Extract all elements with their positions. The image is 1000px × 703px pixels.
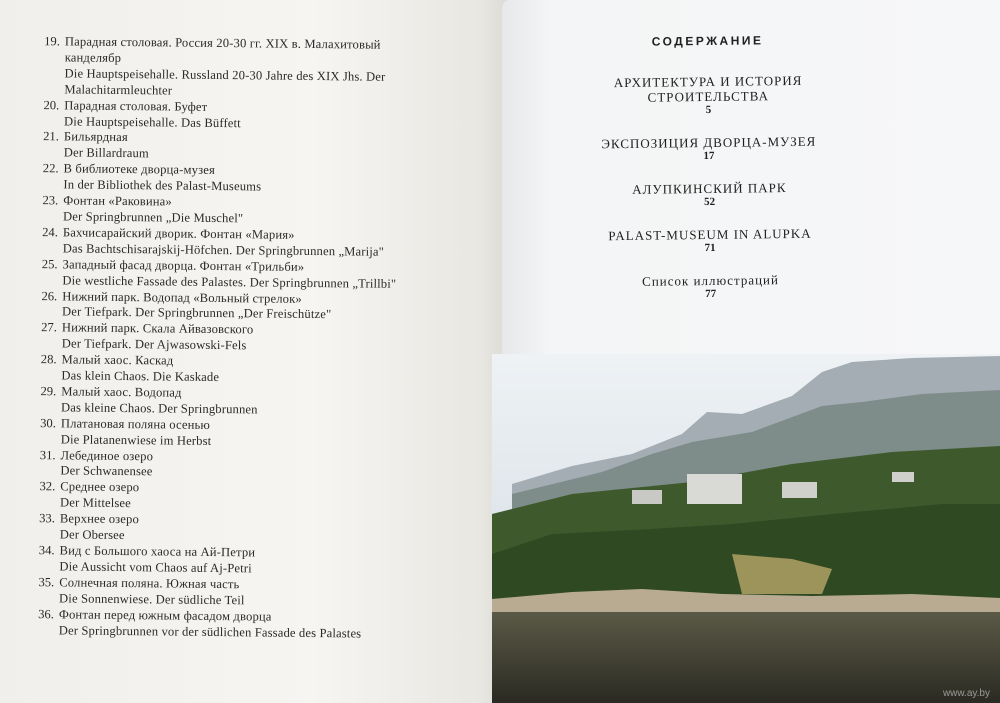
item-number: 27.	[41, 320, 57, 335]
toc-entry	[516, 72, 901, 120]
item-caption	[61, 384, 502, 420]
list-item	[23, 288, 503, 325]
toc-page-number: 17	[703, 149, 715, 163]
item-number: 26.	[41, 288, 58, 303]
list-item	[25, 34, 506, 103]
list-item	[20, 575, 500, 612]
caption-line: Верхнее озеро	[59, 511, 140, 527]
toc-page-number: 52	[703, 195, 716, 209]
list-item	[24, 225, 504, 262]
item-caption	[61, 416, 502, 452]
toc-page-number: 71	[704, 241, 716, 255]
list-item	[22, 416, 502, 453]
item-number: 23.	[42, 193, 59, 208]
watermark: www.ay.by	[942, 688, 990, 699]
caption-line: Der Obersee	[59, 527, 125, 543]
caption-line: Die Sonnenwiese. Der südliche Teil	[59, 591, 245, 608]
item-caption	[59, 543, 500, 579]
item-caption	[60, 480, 501, 516]
caption-line: Das klein Chaos. Die Kaskade	[61, 368, 220, 385]
list-item	[23, 257, 503, 294]
toc-entry	[517, 179, 902, 212]
caption-line: Малый хаос. Водопад	[61, 384, 182, 400]
caption-line: Вид с Большого хаоса на Ай-Петри	[59, 543, 256, 560]
item-number: 24.	[42, 225, 58, 240]
item-caption	[63, 193, 504, 229]
caption-line: Бахчисарайский дворик. Фонтан «Мария»	[62, 225, 295, 242]
item-caption	[62, 257, 503, 293]
list-item	[24, 193, 504, 230]
list-item	[25, 98, 505, 135]
list-item	[22, 384, 502, 421]
toc-entry-label: Список иллюстраций	[642, 272, 780, 289]
caption-line: Das Bachtschisarajskij-Höfchen. Der Springbrunnen „Marija"	[62, 241, 385, 259]
item-caption	[63, 225, 504, 261]
list-item	[20, 543, 500, 580]
caption-line: Die Hauptspeisehalle. Russland 20-30 Jahre des XIX Jhs. Der	[64, 66, 386, 84]
list-item	[21, 448, 501, 485]
toc-page-number: 77	[705, 287, 717, 301]
caption-line: Das kleine Chaos. Der Springbrunnen	[61, 400, 258, 417]
item-number: 29.	[40, 384, 57, 399]
list-item	[24, 161, 504, 198]
item-number: 20.	[43, 97, 60, 112]
item-caption	[61, 353, 502, 389]
table-of-contents	[515, 32, 903, 322]
caption-line: В библиотеке дворца-музея	[63, 161, 216, 178]
caption-line: Der Schwanensee	[60, 463, 153, 479]
item-caption	[59, 575, 500, 611]
item-number: 33.	[39, 511, 56, 526]
toc-page-number: 5	[705, 103, 712, 117]
caption-line: Der Mittelsee	[60, 495, 132, 511]
item-number: 21.	[43, 129, 59, 144]
caption-line: Der Springbrunnen vor der südlichen Fassade des Palastes	[58, 622, 362, 641]
item-caption	[63, 162, 504, 198]
item-caption	[64, 130, 505, 166]
toc-entry-label: АРХИТЕКТУРА И ИСТОРИЯ СТРОИТЕЛЬСТВА	[613, 72, 803, 105]
toc-entry	[518, 271, 903, 304]
caption-line: Der Springbrunnen „Die Muschel"	[63, 209, 244, 226]
item-caption	[59, 607, 500, 643]
caption-line: Die westliche Fassade des Palastes. Der Springbrunnen „Trillbi"	[62, 272, 397, 291]
caption-line: Фонтан перед южным фасадом дворца	[58, 607, 272, 624]
toc-entry-label: АЛУПКИНСКИЙ ПАРК	[632, 180, 787, 197]
item-caption	[64, 34, 506, 102]
list-item	[25, 129, 505, 166]
caption-line: Der Tiefpark. Der Springbrunnen „Der Freischütze"	[62, 304, 332, 322]
toc-entry	[517, 225, 902, 258]
toc-entry-label: ЭКСПОЗИЦИЯ ДВОРЦА-МУЗЕЯ	[601, 133, 817, 152]
item-caption	[60, 448, 501, 484]
caption-line: Malachitarmleuchter	[64, 82, 173, 98]
caption-line: Die Hauptspeisehalle. Das Büffett	[64, 113, 241, 130]
caption-line: Бильярдная	[63, 129, 128, 145]
item-number: 19.	[44, 34, 60, 49]
item-caption	[62, 289, 503, 325]
toc-entry	[516, 133, 901, 166]
caption-line: Солнечная поляна. Южная часть	[59, 575, 240, 592]
caption-line: Нижний парк. Водопад «Вольный стрелок»	[62, 288, 302, 306]
caption-line: Die Platanenwiese im Herbst	[60, 432, 212, 448]
list-item	[21, 479, 501, 516]
item-number: 30.	[40, 415, 57, 431]
item-caption	[62, 321, 503, 357]
caption-line: In der Bibliothek des Palast-Museums	[63, 177, 262, 194]
item-number: 28.	[40, 352, 57, 367]
item-number: 25.	[41, 256, 58, 272]
toc-title: СОДЕРЖАНИЕ	[651, 33, 764, 49]
illustration-list	[20, 34, 506, 643]
caption-line: Нижний парк. Скала Айвазовского	[61, 320, 254, 337]
item-caption	[64, 98, 505, 134]
caption-line: Среднее озеро	[60, 479, 140, 495]
item-number: 32.	[39, 479, 56, 494]
caption-line: канделябр	[64, 50, 122, 65]
caption-line: Лебединое озеро	[60, 447, 154, 463]
item-number: 35.	[38, 574, 55, 590]
caption-line: Парадная столовая. Россия 20-30 гг. XIX в. Малахитовый	[64, 34, 381, 52]
caption-line: Der Billardraum	[63, 145, 149, 161]
alupka-landscape-photo	[492, 354, 1000, 703]
caption-line: Die Aussicht vom Chaos auf Aj-Petri	[59, 559, 252, 576]
caption-line: Der Tiefpark. Der Ajwasowski-Fels	[61, 336, 247, 353]
list-item	[20, 607, 500, 644]
caption-line: Парадная столовая. Буфет	[64, 98, 208, 114]
item-number: 34.	[38, 543, 55, 558]
list-item	[23, 320, 503, 357]
item-caption	[60, 512, 501, 548]
item-number: 22.	[42, 161, 59, 176]
item-number: 36.	[38, 606, 55, 621]
item-number: 31.	[39, 447, 56, 462]
caption-line: Малый хаос. Каскад	[61, 352, 174, 368]
list-item	[22, 352, 502, 389]
caption-line: Фонтан «Раковина»	[63, 193, 172, 209]
toc-entry-label: PALAST-MUSEUM IN ALUPKA	[608, 225, 812, 244]
caption-line: Западный фасад дворца. Фонтан «Трильби»	[62, 257, 305, 274]
list-item	[21, 511, 501, 548]
caption-line: Платановая поляна осенью	[60, 416, 211, 432]
